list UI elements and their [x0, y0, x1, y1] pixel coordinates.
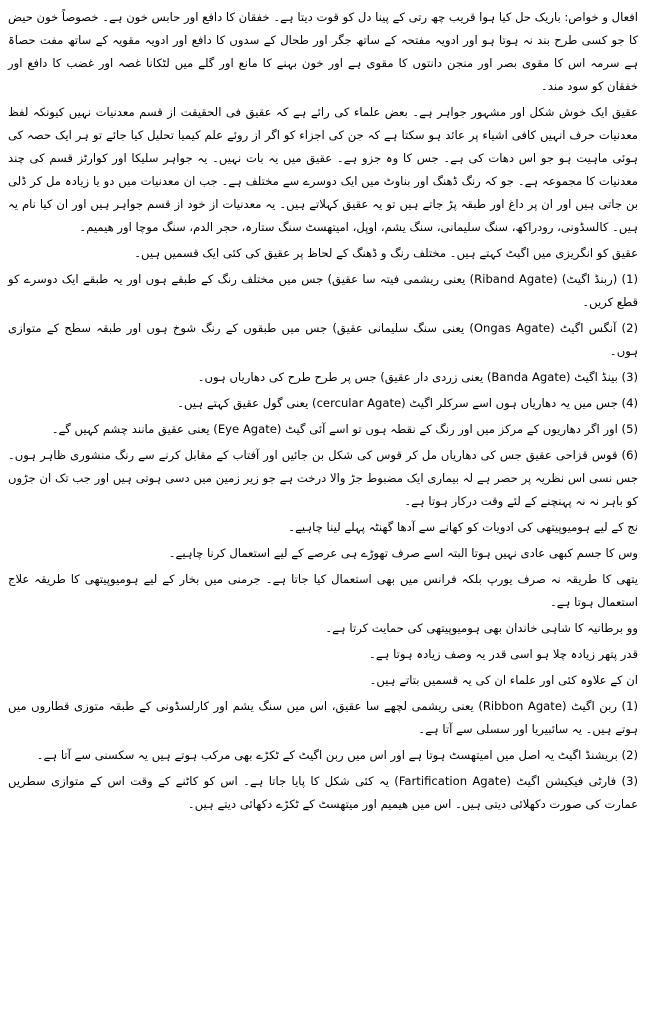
list-item-eye-agate: (5) اور اگر دھاریوں کے مرکز میں اور رنگ کے نقطہ ہوں تو اسے آئی گیٹ (Eye Agate) یعنی عقیق مانند چشم کہیں گے۔ [51, 422, 638, 436]
list-item-brecciated-agate: (2) بریشنڈ اگیٹ یہ اصل میں امیتھسٹ ہوتا ہے اور اس میں ربن اگیٹ کے ٹکڑے بھی مرکب ہوتے ہیں یہ سکسنی سے آتا ہے۔ [36, 748, 638, 762]
paragraph-agate-description: عقیق ایک خوش شکل اور مشہور جواہر ہے۔ بعض علماء کی رائے ہے کہ عقیق فی الحقیقت از قسم معدنیات نہیں کیونکہ لفظ معدنیات حرف انہیں کافی اشیاء پر عائد ہو سکتا ہے کہ جن کی اجزاء کو اگر از روئے علم کیمیا تحلیل کیا جائے تو ہر ایک حصہ کی ہوئی ماہیت ہو جو اس دھات کی ہے۔ جس کا وہ جزو ہے۔ عقیق میں یہ بات نہیں۔ یہ جواہر سلیکا اور کوارٹز قسم کی چند معدنیات کا مجموعہ ہے۔ جو کہ رنگ ڈھنگ اور بناوٹ میں ایک دوسرے سے مختلف ہے۔ جب ان معدنیات میں دو یا زیادہ مل کر ڈلی بن جاتی ہیں اور ان پر داغ اور طبقہ پڑ جاتے ہیں تو یہ عقیق کہلاتے ہیں۔ یہ معدنیات از خود از قسم جواہر ہیں اور ان کیا نام یہ ہیں۔ کالسڈونی، رودراکھ، سنگ سلیمانی، سنگ یشم، اوپل، امیتھسٹ سنگ ستارہ، حجر الدم، سنگ موچا اور ھیمیم۔ [8, 105, 638, 234]
list-item-ribbon-agate: (1) ربن اگیٹ (Ribbon Agate) یعنی ریشمی لچھے سا عقیق، اس میں سنگ یشم اور کارلسڈونی کے طبقہ متوزی قطاروں میں ہوتے ہیں۔ یہ سائبیریا اور سسلی سے آتا ہے۔ [8, 699, 638, 736]
list-item-circular-agate: (4) جس میں یہ دھاریاں ہوں اسے سرکلر اگیٹ (cercular Agate) یعنی گول عقیق کہتے ہیں۔ [177, 396, 638, 410]
paragraph-properties: افعال و خواص: باریک حل کیا ہوا قریب چھ رتی کے پینا دل کو قوت دیتا ہے۔ خفقان کا دافع اور حابس خون ہے۔ خصوصاً خون حیض کا جو کسی طرح بند نہ ہوتا ہو اور ادویہ مفتحہ کے ساتھ جگر اور طحال کے سدوں کا دافع اور ادویہ مقویہ کے ساتھ مفت حصاۃ ہے سرمہ اس کا مقوی بصر اور منجن دانتوں کا مقوی ہے اور خون بہنے کا مانع اور گلے میں لٹکانا غصہ اور غضب کا دافع اور خفقان کو سود مند۔ [8, 10, 638, 93]
list-item-ongas-agate: (2) آنگس اگیٹ (Ongas Agate) یعنی سنگ سلیمانی عقیق) جس میں طبقوں کے رنگ شوخ ہوں اور طبقہ سطح کے متوازی ہوں۔ [8, 321, 638, 358]
paragraph-homeopathy-royal: وو برطانیہ کا شاہی خاندان بھی ہومیوپیتھی کی حمایت کرتا ہے۔ [325, 621, 638, 635]
list-item-rainbow-agate: (6) قوس قزاحی عقیق جس کی دھاریاں مل کر قوس کی شکل بن جائیں اور آفتاب کے مقابل کرنے سے رنگ منشوری ظاہر ہوں۔ جس نسی اس نظریہ پر حصر ہے لہ بیماری ایک مضبوط جڑ والا درخت ہے جو زیر زمین میں دسی ہوتی ہیں اور جب تک ان جڑوں کو باہر نہ نہ پہنچنے کے لئے وقت درکار ہوتا ہے۔ [8, 448, 638, 508]
paragraph-homeopathy-europe: یتھی کا طریقہ نہ صرف یورپ بلکہ فرانس میں بھی استعمال کیا جاتا ہے۔ جرمنی میں بخار کے لیے ہومیوپیتھی کا طریقہ علاج استعمال ہوتا ہے۔ [8, 572, 638, 609]
paragraph-homeopathy-usage: وس کا جسم کبھی عادی نہیں ہوتا البتہ اسے صرف تھوڑے ہی عرصے کے لیے استعمال کرنا چاہیے۔ [168, 546, 638, 560]
list-item-riband-agate: (1) (ربنڈ اگیٹ) (Riband Agate) یعنی ریشمی فیتہ سا عقیق) جس میں مختلف رنگ کے طبقے ہوں اور یہ طبقے ایک دوسرے کو قطع کریں۔ [8, 272, 638, 309]
paragraph-other-types-intro: ان کے علاوہ کئی اور علماء ان کی یہ قسمیں بتاتے ہیں۔ [369, 673, 638, 687]
list-item-banda-agate: (3) بینڈ اگیٹ (Banda Agate) یعنی زردی دار عقیق) جس پر طرح طرح کی دھاریاں ہوں۔ [197, 370, 638, 384]
paragraph-agate-types-intro: عقیق کو انگریزی میں اگیٹ کہتے ہیں۔ مختلف رنگ و ڈھنگ کے لحاظ پر عقیق کی کئی ایک قسمیں ہیں۔ [134, 246, 638, 260]
paragraph-homeopathy-dosage: نج کے لیے ہومیوپیتھی کی ادویات کو کھانے سے آدھا گھنٹہ پہلے لینا چاہیے۔ [288, 520, 638, 534]
paragraph-stone-quality: قدر پتھر زیادہ چلا ہو اسی قدر یہ وصف زیادہ ہوتا ہے۔ [369, 647, 638, 661]
list-item-fortification-agate: (3) فارٹی فیکیشن اگیٹ (Fartification Agate) یہ کئی شکل کا پایا جاتا ہے۔ اس کو کاٹنے کے وقت اس کے متوازی سطریں عمارت کی صورت دکھلائی دیتی ہیں۔ اس میں ھیمیم اور میتھسٹ کے ٹکڑے دکھائی دیتے ہیں۔ [8, 774, 638, 811]
